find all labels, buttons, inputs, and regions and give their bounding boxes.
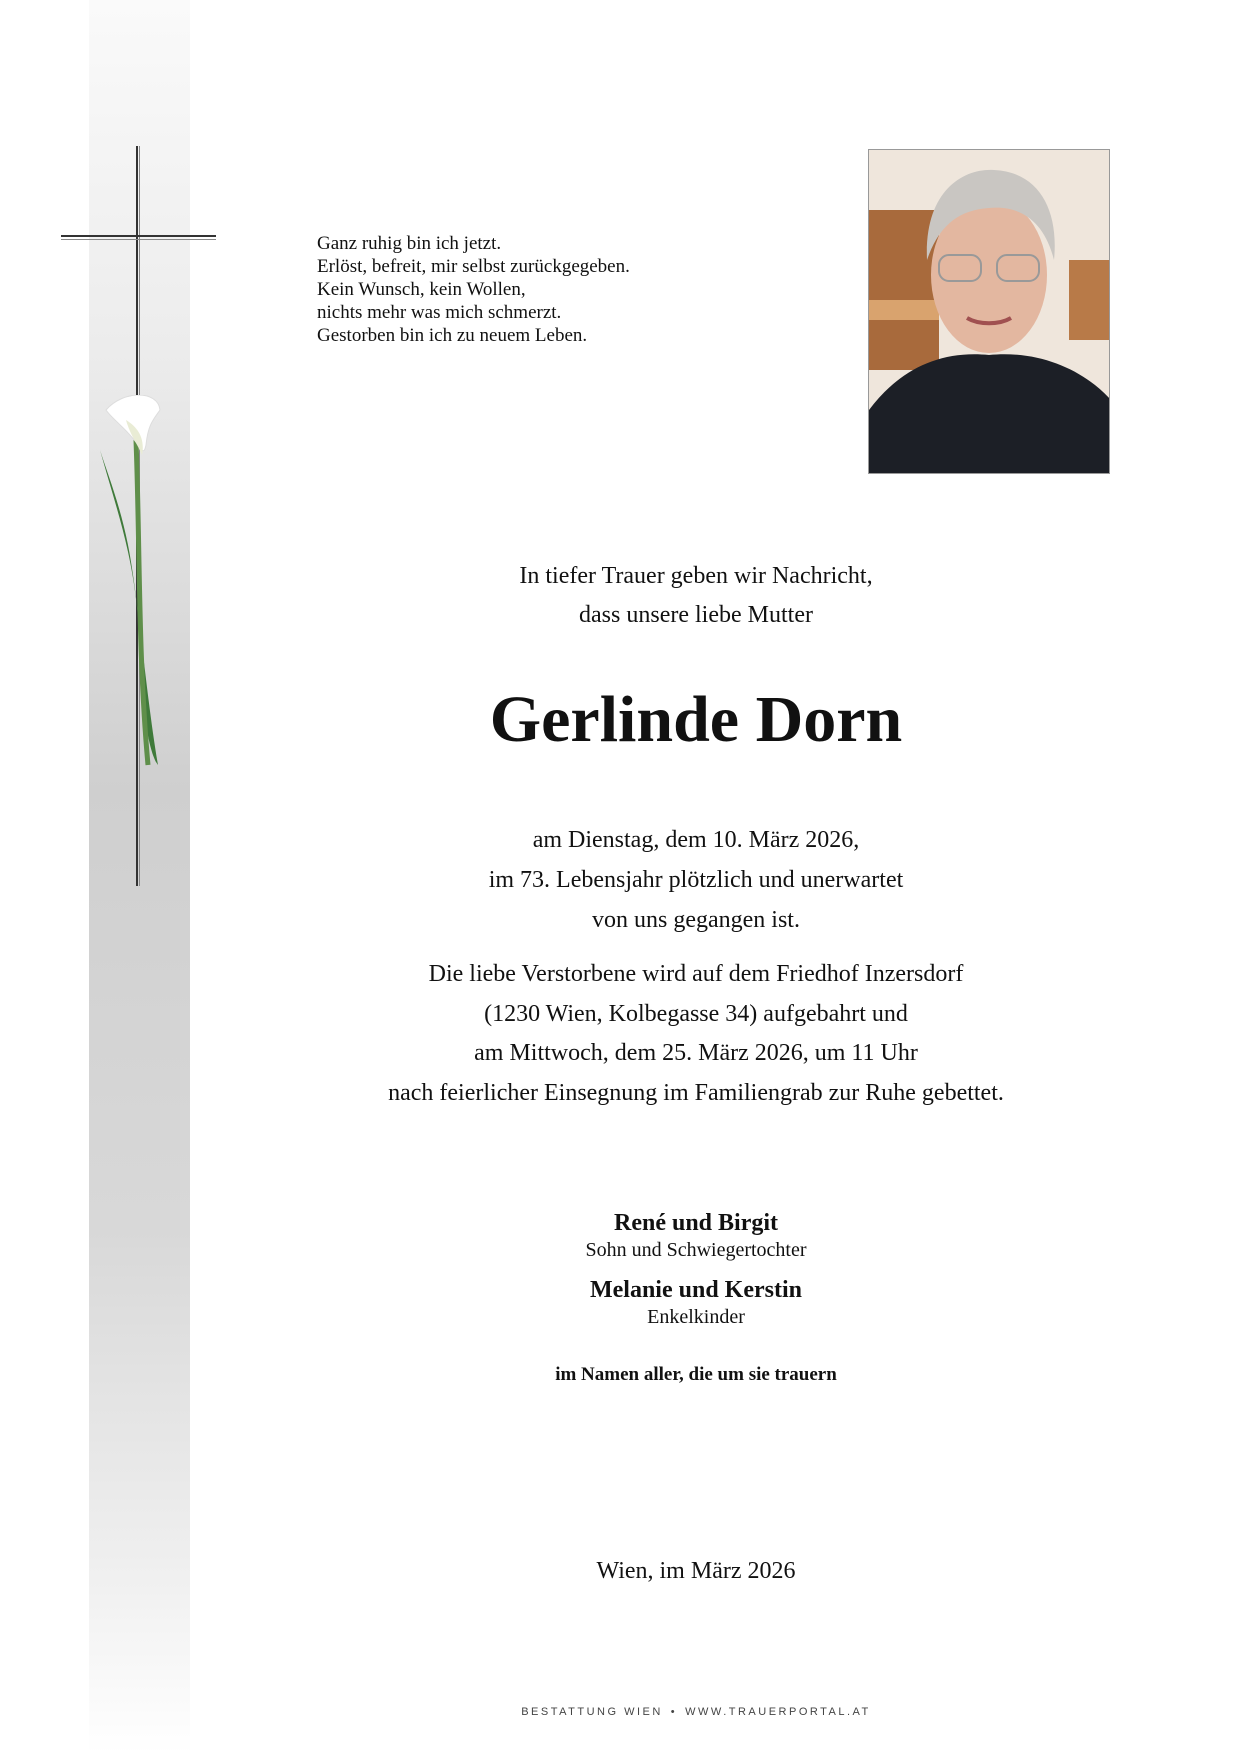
closing-line: im Namen aller, die um sie trauern bbox=[555, 1364, 837, 1385]
poem bbox=[317, 232, 630, 347]
intro-line: dass unsere liebe Mutter bbox=[579, 602, 813, 628]
family-names: Melanie und Kerstin bbox=[589, 1277, 802, 1303]
funeral-details bbox=[300, 955, 1092, 1113]
poem-line: Gestorben bin ich zu neuem Leben. bbox=[317, 325, 588, 346]
poem-line: nichts mehr was mich schmerzt. bbox=[317, 302, 562, 323]
footer-company: BESTATTUNG WIEN bbox=[521, 1706, 663, 1718]
poem-line: Kein Wunsch, kein Wollen, bbox=[317, 279, 526, 300]
deceased-name: Gerlinde Dorn bbox=[489, 683, 903, 756]
intro-line: In tiefer Trauer geben wir Nachricht, bbox=[519, 563, 873, 589]
footer-separator: • bbox=[670, 1706, 678, 1718]
family-relation: Sohn und Schwiegertochter bbox=[585, 1239, 807, 1261]
funeral-line: am Mittwoch, dem 25. März 2026, um 11 Uhr bbox=[474, 1040, 918, 1066]
portrait-photo bbox=[868, 149, 1110, 474]
funeral-line: Die liebe Verstorbene wird auf dem Friedhof Inzersdorf bbox=[428, 961, 964, 987]
death-line: von uns gegangen ist. bbox=[592, 907, 800, 933]
poem-line: Erlöst, befreit, mir selbst zurückgegeben. bbox=[317, 256, 630, 277]
family-names: René und Birgit bbox=[613, 1210, 778, 1236]
family-list bbox=[300, 1208, 1092, 1330]
footer bbox=[300, 1706, 1092, 1718]
death-line: im 73. Lebensjahr plötzlich und unerwartet bbox=[488, 867, 904, 893]
poem-line: Ganz ruhig bin ich jetzt. bbox=[317, 233, 502, 254]
place-date: Wien, im März 2026 bbox=[596, 1558, 796, 1584]
death-line: am Dienstag, dem 10. März 2026, bbox=[532, 827, 860, 853]
family-relation: Enkelkinder bbox=[647, 1306, 745, 1328]
funeral-line: (1230 Wien, Kolbegasse 34) aufgebahrt und bbox=[484, 1000, 908, 1027]
funeral-line: nach feierlicher Einsegnung im Familiengrab zur Ruhe gebettet. bbox=[388, 1079, 1004, 1106]
footer-website-link[interactable]: WWW.TRAUERPORTAL.AT bbox=[685, 1706, 871, 1718]
death-announcement bbox=[300, 820, 1092, 940]
intro-text bbox=[300, 557, 1092, 635]
lily-icon bbox=[98, 395, 178, 865]
cross-icon-bar bbox=[61, 235, 216, 240]
